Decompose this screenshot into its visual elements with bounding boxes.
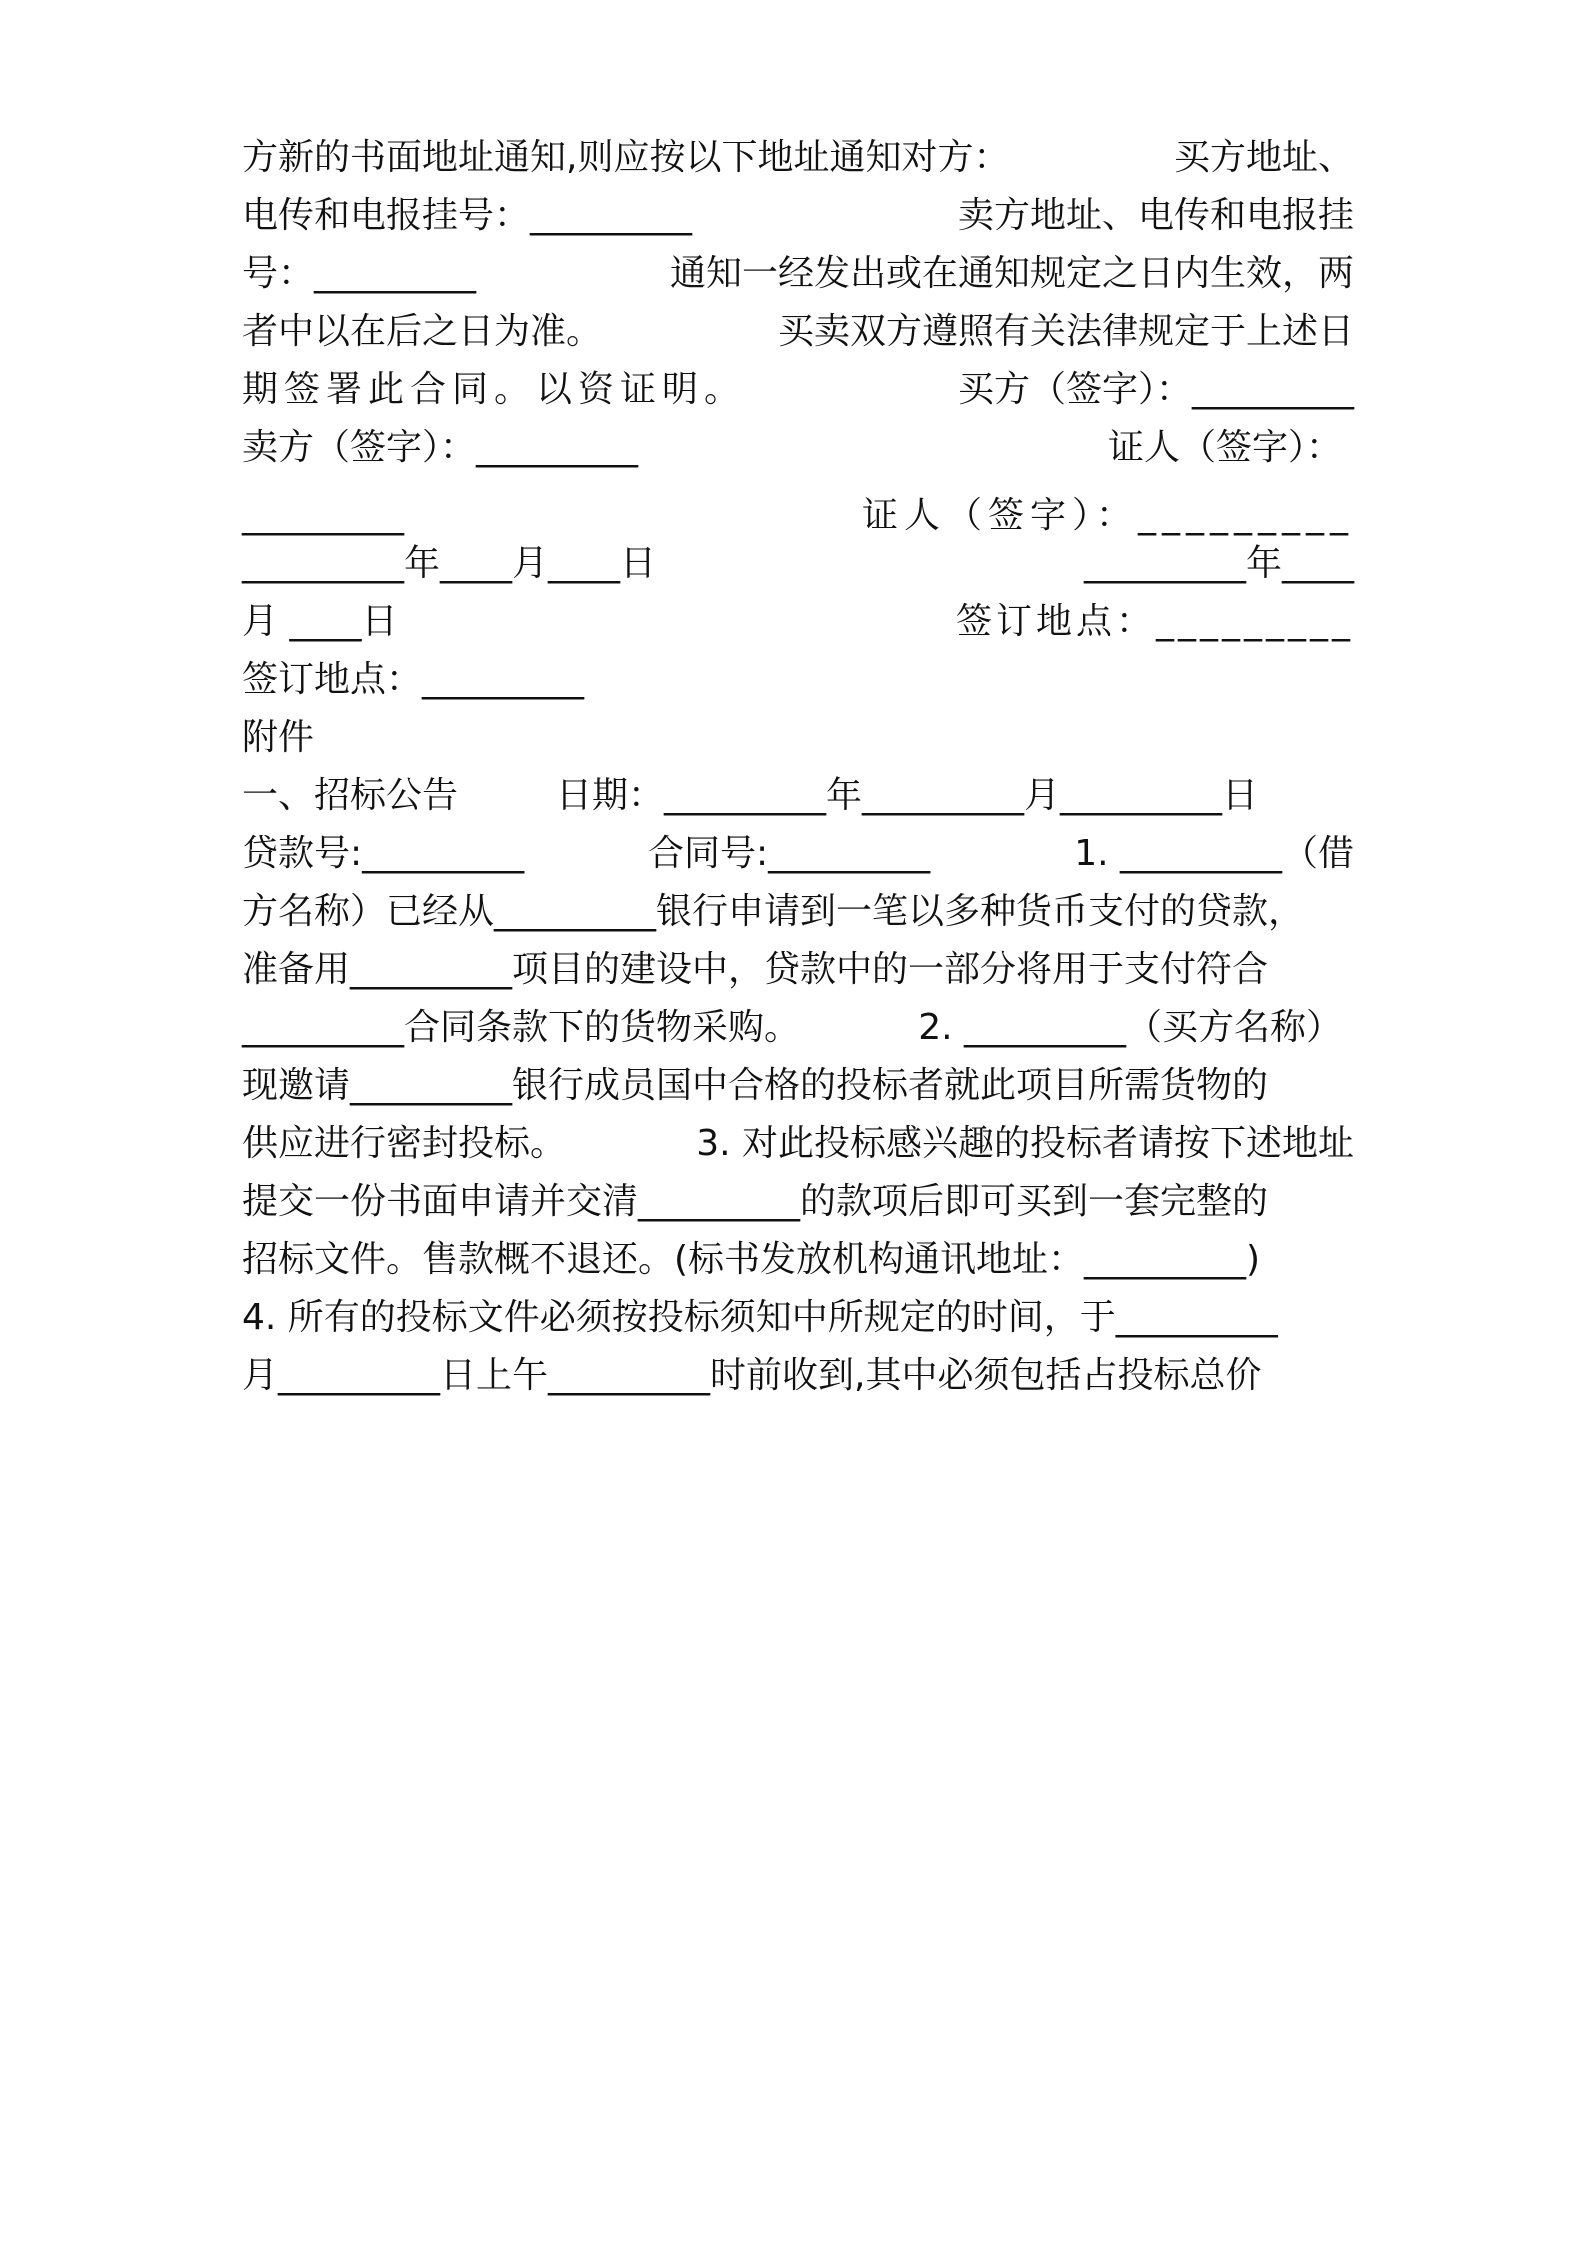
line-text-left: 一、招标公告 — [242, 775, 459, 816]
text-line — [242, 708, 1354, 768]
line-text-right: 证人（签字）：_________ — [861, 495, 1354, 536]
line-text-left: 签订地点：_________ — [242, 659, 585, 700]
line-text-left: 者中以在后之日为准。 — [242, 311, 603, 352]
line-text-mid: 合同号:_________ — [648, 833, 931, 874]
text-line — [242, 1230, 1354, 1290]
line-text-left: 号：_________ — [242, 253, 477, 294]
line-text-left: 月 ____日 — [242, 601, 398, 642]
text-line — [242, 650, 1354, 710]
text-line — [242, 592, 1354, 652]
line-text-left: 方新的书面地址通知,则应按以下地址通知对方： — [242, 137, 1010, 178]
line-text-left: _________合同条款下的货物采购。 — [242, 1007, 801, 1048]
line-text-left: 4. 所有的投标文件必须按投标须知中所规定的时间，于_________ — [242, 1297, 1278, 1338]
text-line — [242, 882, 1354, 942]
text-line — [242, 128, 1354, 188]
line-text-left: 提交一份书面申请并交清_________的款项后即可买到一套完整的 — [242, 1181, 1269, 1222]
line-text-mid: 日期：_________年_________月_________日 — [556, 775, 1259, 816]
text-line — [242, 534, 1354, 594]
line-text-left: 期签署此合同。以资证明。 — [242, 369, 747, 410]
text-line — [242, 302, 1354, 362]
text-line — [242, 824, 1354, 884]
text-line — [242, 766, 1354, 826]
line-text-left: _________年____月____日 — [242, 543, 656, 584]
line-text-left: 准备用_________项目的建设中，贷款中的一部分将用于支付符合 — [242, 949, 1269, 990]
text-line — [242, 1346, 1354, 1406]
line-text-left: 供应进行密封投标。 — [242, 1123, 567, 1164]
text-line — [242, 1056, 1354, 1116]
text-line — [242, 940, 1354, 1000]
line-text-right: 卖方地址、电传和电报挂 — [957, 195, 1354, 236]
text-line — [242, 1172, 1354, 1232]
line-text-left: 卖方（签字）：_________ — [242, 427, 639, 468]
text-line — [242, 418, 1354, 478]
line-text-left: 贷款号:_________ — [242, 833, 525, 874]
line-text-left: 现邀请_________银行成员国中合格的投标者就此项目所需货物的 — [242, 1065, 1269, 1106]
line-text-right: 通知一经发出或在通知规定之日内生效，两 — [669, 253, 1354, 294]
line-text-left: 电传和电报挂号：_________ — [242, 195, 693, 236]
line-text-left: 附件 — [242, 717, 315, 758]
line-text-right: 买卖双方遵照有关法律规定于上述日 — [777, 311, 1354, 352]
line-text-left: _________ — [242, 495, 404, 536]
text-line — [242, 998, 1354, 1058]
line-text-left: 招标文件。售款概不退还。(标书发放机构通讯地址：_________) — [242, 1239, 1261, 1280]
line-text-right: 1. _________（借 — [1074, 833, 1354, 874]
line-text-right: 3. 对此投标感兴趣的投标者请按下述地址 — [696, 1123, 1354, 1164]
text-line — [242, 1114, 1354, 1174]
line-text-right: 买方地址、 — [1173, 137, 1354, 178]
text-line — [242, 360, 1354, 420]
text-line — [242, 186, 1354, 246]
line-text-left: 月_________日上午_________时前收到,其中必须包括占投标总价 — [242, 1355, 1262, 1396]
line-text-right: 签订地点：_________ — [955, 601, 1354, 642]
text-line — [242, 1288, 1354, 1348]
line-text-right: 2. _________（买方名称） — [918, 1007, 1342, 1048]
line-text-right: 证人（签字）： — [1107, 427, 1342, 468]
line-text-right: _________年____ — [1084, 543, 1354, 584]
text-line — [242, 244, 1354, 304]
line-text-left: 方名称）已经从_________银行申请到一笔以多种货币支付的贷款， — [242, 891, 1305, 932]
line-text-right: 买方（签字）：_________ — [957, 369, 1354, 410]
